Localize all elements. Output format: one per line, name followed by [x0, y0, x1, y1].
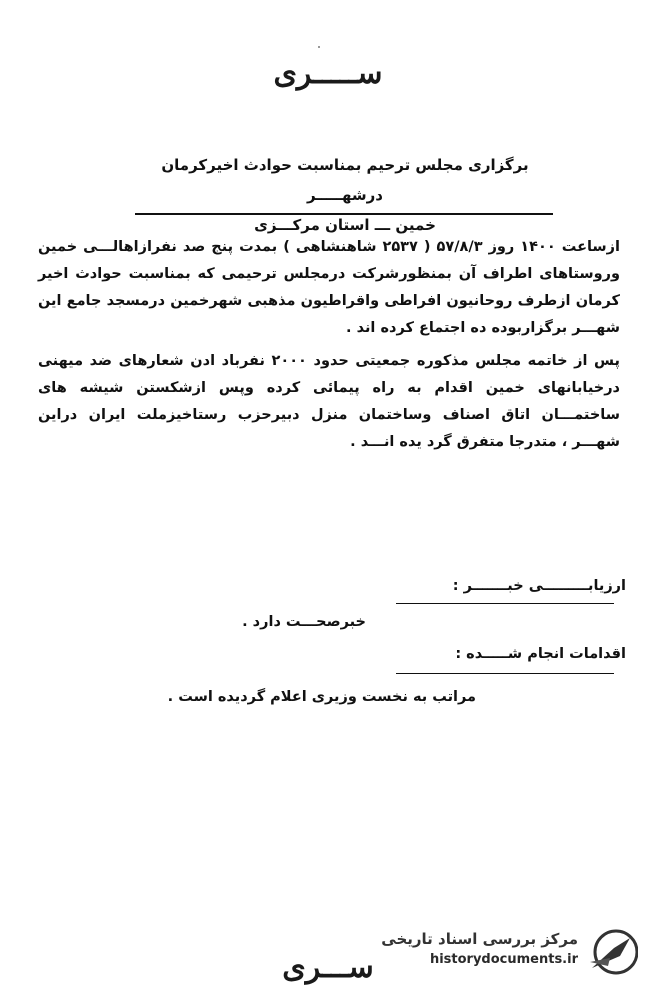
title-underline: [135, 213, 553, 215]
assessment-underline: [396, 603, 614, 604]
title-line-2: خمین ـــ استان مرکـــزی: [254, 216, 436, 234]
watermark-url: historydocuments.ir: [429, 952, 578, 967]
watermark-title: مرکز بررسی اسناد تاریخی: [381, 930, 578, 948]
assessment-value: خبرصحـــت دارد .: [242, 614, 366, 630]
page-speck: [318, 46, 320, 48]
assessment-label: ارزیابـــــــــی خبـــــــر :: [452, 578, 626, 594]
document-title: [130, 150, 560, 240]
title-line-1: برگزاری مجلس ترحیم بمناسبت حوادث اخیرکرمان درشهـــــر: [161, 156, 529, 204]
actions-value: مراتب به نخست وزیری اعلام گردیده است .: [167, 689, 476, 705]
actions-label: اقدامات انجام شـــــده :: [455, 646, 626, 662]
document-body: [38, 234, 620, 462]
paragraph-2: پس از خاتمه مجلس مذکوره جمعیتی حدود ۲۰۰۰ نفرباد ادن شعارهای ضد میهنی درخیابانهای خمین اقدام به راه پیمائی کرده وپس ازشکستن شیشه های ساختمـــان اتاق اصناف وساختمان منزل دبیرحزب رستاخیزملت ایران دراین شهـــر ، متدرجا متفرق گرد یده انـــد .: [38, 353, 620, 450]
actions-underline: [396, 673, 614, 674]
classification-stamp-bottom: ســـری: [282, 950, 374, 985]
paragraph-1: ازساعت ۱۴۰۰ روز ۵۷/۸/۳ ( ۲۵۳۷ شاهنشاهی ) ‌بمدت پنج صد نفرازاهالـــی خمین وروستاهای اطراف آن بمنظورشرکت درمجلس ترحیمی که بمناسبت حوادث اخیر کرمان ازطرف روحانیون افراطی واقراطیون مذهبی شهرخمین درمسجد جامع این شهـــر برگزاربوده ده اجتماع کرده اند .: [38, 239, 620, 336]
classification-stamp-top: ســـــری: [273, 56, 383, 91]
